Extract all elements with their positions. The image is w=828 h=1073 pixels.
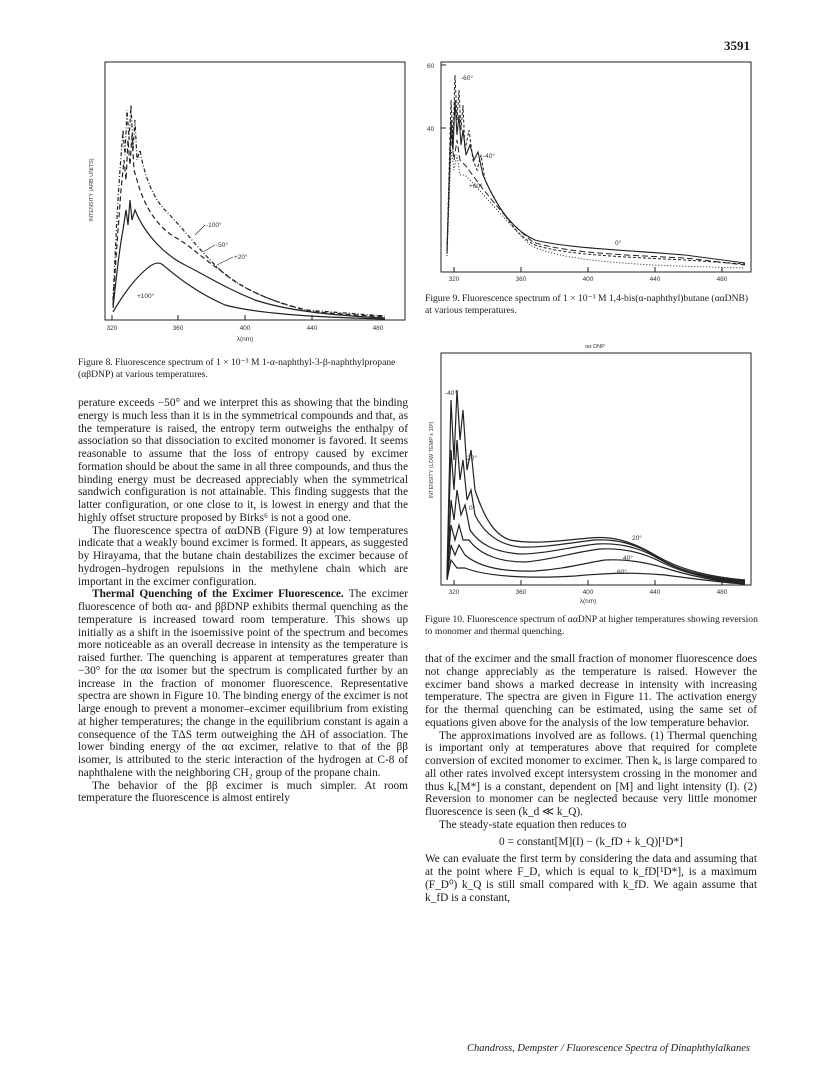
figure-9-ytick: 60: [427, 63, 435, 70]
section-heading: Thermal Quenching of the Excimer Fluorescence.: [92, 588, 344, 601]
figure-8-xtick: 360: [172, 325, 184, 332]
figure-8-curve-plus100: [113, 263, 385, 319]
figure-9-curve-plus60: [447, 150, 745, 268]
figure-10-plot: [425, 340, 755, 610]
figure-9-caption: Figure 9. Fluorescence spectrum of 1 × 10⁻³ M 1,4-bis(α-naphthyl)butane (ααDNB) at various temperatures.: [425, 293, 749, 316]
figure-10-curve-minus40: [447, 390, 745, 580]
figure-10: [425, 340, 755, 610]
figure-8-label-plus20: +20°: [234, 254, 248, 261]
left-paragraph-3: [78, 588, 408, 779]
figure-10-xtick: 440: [649, 589, 661, 596]
figure-10-xtick: 360: [515, 589, 527, 596]
page-number: 3591: [724, 38, 750, 53]
figure-10-curve-60: [447, 560, 745, 584]
left-paragraph-4: The behavior of the ββ excimer is much simpler. At room temperature the fluorescence is almost entirely: [78, 779, 408, 805]
right-paragraph-4: We can evaluate the first term by considering the data and assuming that at the point where F_D, which is equal to k_fD[¹D*], is a maximum (F_D⁰) k_Q is still small compared with k_fD. We again assume that k_fD is a constant,: [425, 853, 757, 904]
figure-10-label-minus40: -40°: [445, 390, 457, 397]
figure-10-title: αα DNP: [585, 344, 605, 350]
figure-10-label-0: 0°: [469, 505, 476, 512]
left-paragraph-2: The fluorescence spectra of ααDNB (Figure 9) at low temperatures indicate that a weakly bound excimer is formed. It appears, as suggested by Hirayama, that the butane chain destabilizes the excimer because of hydrogen–hydrogen repulsions in the methylene chain which are important in the excimer configuration.: [78, 524, 408, 588]
figure-10-xtick: 320: [448, 589, 460, 596]
figure-10-label-40: 40°: [623, 555, 633, 562]
figure-8-xtick: 400: [239, 325, 251, 332]
figure-9-xtick: 480: [716, 276, 728, 283]
figure-10-xtick: 400: [582, 589, 594, 596]
figure-8-xlabel: λ(nm): [236, 336, 254, 343]
figure-8-label-minus50: -50°: [216, 242, 228, 249]
left-paragraph-3-body: The excimer fluorescence of both αα- and ββDNP exhibits thermal quenching as the temperature is increased toward room temperature. This shows up initially as a shift in the isoemissive point of the spectrum and becomes more noticeable as an overall decrease in intensity as the temperature is raised further. The quenching is apparent at temperatures greater than −30° for the αα isomer but the spectrum is complicated further by an increase in the fraction of monomer fluorescence. Representative spectra are shown in Figure 10. The binding energy of the excimer is not large enough to prevent a monomer–excimer equilibrium from existing at higher temperatures; the change in the equilibrium constant is again a consequence of the TΔS term outweighing the ΔH of association. The lower binding energy of the αα excimer, relative to that of the ββ isomer, is attributed to the steric interaction of the hydrogen at C-8 of naphthalene with the neighboring CH₂ group of the propane chain.: [78, 588, 408, 779]
left-column: [78, 397, 408, 805]
figure-8-xtick: 440: [306, 325, 318, 332]
figure-9-frame: [441, 62, 751, 272]
figure-8-plot: [85, 60, 410, 350]
figure-8-frame: [105, 62, 405, 320]
figure-9-curve-minus40: [447, 100, 745, 263]
figure-9-xtick: 360: [515, 276, 527, 283]
figure-8-xtick: 480: [372, 325, 384, 332]
figure-9-label-0: 0°: [615, 240, 622, 247]
left-paragraph-1: perature exceeds −50° and we interpret this as showing that the binding energy is much less than it is in the symmetrical compounds and that, as the temperature is raised, the entropy term outweighs the enthalpy of association so that dissociation to excited monomer is favored. It seems reasonable to assume that the loss of entropy caused by excimer formation should be about the same in all three compounds, and thus the binding energy must be decreased appreciably when the symmetrical sandwich configuration is not attainable. This finding suggests that the latter configuration, or one close to it, is lowest in energy and that the highly offset structure proposed by Birks⁶ is not a good one.: [78, 397, 408, 524]
figure-9: [425, 60, 755, 290]
figure-8-label-minus100: -100°: [206, 222, 222, 229]
figure-8-xtick: 320: [106, 325, 118, 332]
figure-9-xtick: 400: [582, 276, 594, 283]
right-paragraph-2: The approximations involved are as follows. (1) Thermal quenching is important only at temperatures above that required for complete conversion of excited monomer to excimer. Then kₐ is large compared to all other rates involved except intersystem crossing in the monomer and thus kₐ[M*] is a constant, dependent on [M] and light intensity (I). (2) Reversion to monomer can be neglected because very little monomer fluorescence is seen (k_d ≪ k_Q).: [425, 729, 757, 818]
figure-9-label-minus40: -40°: [483, 153, 495, 160]
figure-9-xtick: 320: [448, 276, 460, 283]
figure-9-curve-minus60: [447, 75, 745, 264]
figure-9-ytick: 40: [427, 126, 435, 133]
right-paragraph-1: that of the excimer and the small fraction of monomer fluorescence does not change appreciably as the temperature is raised. However the excimer band shows a marked decrease in intensity with increasing temperature. The spectra are given in Figure 11. The activation energy for the thermal quenching can be estimated, using the same set of equations given above for the analysis of the low temperature behavior.: [425, 653, 757, 729]
figure-8-label-plus100: +100°: [137, 293, 155, 300]
figure-8-curve-minus50: [113, 135, 385, 317]
right-column: [425, 653, 757, 904]
figure-8-caption: Figure 8. Fluorescence spectrum of 1 × 10⁻³ M 1-α-naphthyl-3-β-naphthylpropane (αβDNP) at various temperatures.: [78, 357, 396, 380]
figure-10-frame: [441, 353, 751, 585]
figure-9-xtick: 440: [649, 276, 661, 283]
figure-9-label-minus60: -60°: [461, 75, 473, 82]
figure-8-curve-minus100: [113, 105, 385, 316]
figure-10-label-20: 20°: [632, 535, 642, 542]
figure-10-caption: Figure 10. Fluorescence spectrum of ααDNP at higher temperatures showing reversion to monomer and thermal quenching.: [425, 614, 758, 637]
figure-9-label-plus60: +60°: [469, 183, 483, 190]
figure-8: [85, 60, 410, 350]
equation: 0 = constant[M](I) − (k_fD + k_Q)[¹D*]: [499, 835, 683, 848]
right-paragraph-3: The steady-state equation then reduces to: [439, 818, 627, 831]
running-footer: Chandross, Dempster / Fluorescence Spectra of Dinaphthylalkanes: [467, 1043, 750, 1054]
figure-10-label-minus20: -20°: [465, 455, 477, 462]
figure-10-label-60: 60°: [617, 569, 627, 576]
figure-10-curve-40: [447, 545, 745, 584]
figure-10-ylabel: INTENSITY (LOW TEMP x 10³): [429, 421, 435, 499]
figure-10-xlabel: λ(nm): [579, 598, 597, 605]
figure-10-curve-minus20: [447, 440, 745, 581]
figure-9-plot: [425, 60, 755, 290]
figure-10-xtick: 480: [716, 589, 728, 596]
figure-8-ylabel: INTENSITY (ARB UNITS): [89, 158, 95, 222]
